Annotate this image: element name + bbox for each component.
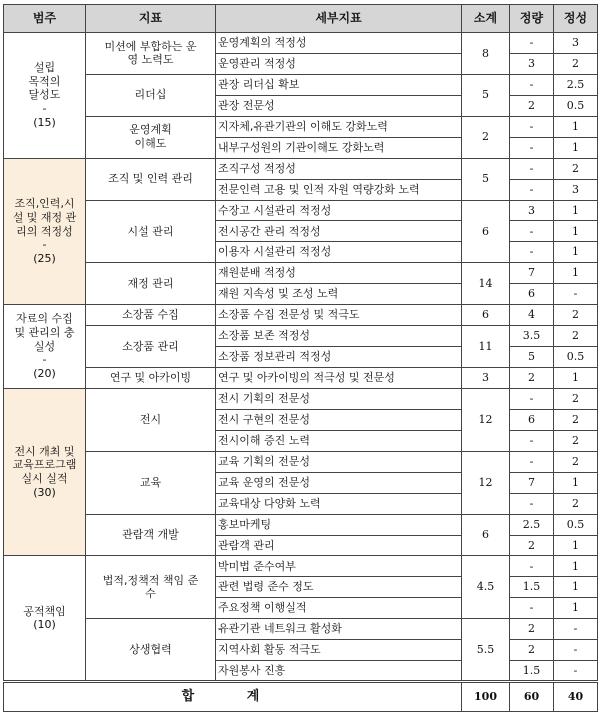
detail-cell: 주요정책 이행실적 [216, 598, 462, 619]
table-row [4, 263, 598, 284]
quant-cell: 1.5 [510, 577, 554, 598]
quant-cell: 3 [510, 53, 554, 74]
indicator-cell [86, 74, 216, 116]
detail-cell: 연구 및 아카이빙의 적극성 및 전문성 [216, 368, 462, 389]
table-row [4, 116, 598, 137]
detail-cell: 재원 지속성 및 조성 노력 [216, 284, 462, 305]
header-category: 범주 [4, 5, 86, 33]
indicator-line: 조직 및 인력 관리 [108, 172, 193, 186]
quant-cell: 2 [510, 619, 554, 640]
indicator-line: 관람객 개발 [122, 528, 179, 542]
qual-cell: 3 [554, 33, 598, 54]
qual-cell: 2 [554, 493, 598, 514]
qual-cell: 1 [554, 472, 598, 493]
subtotal-cell: 11 [462, 326, 510, 368]
indicator-cell [86, 368, 216, 389]
detail-cell: 소장품 보존 적정성 [216, 326, 462, 347]
subtotal-cell: 5 [462, 74, 510, 116]
detail-cell: 박미법 준수여부 [216, 556, 462, 577]
indicator-line: 전시 [139, 412, 162, 426]
quant-cell: 5 [510, 347, 554, 368]
detail-cell: 관장 전문성 [216, 95, 462, 116]
category-line: 설립 [33, 60, 56, 74]
indicator-line: 리더십 [134, 88, 167, 102]
detail-cell: 홍보마케팅 [216, 514, 462, 535]
qual-cell: 1 [554, 368, 598, 389]
category-cell [4, 33, 86, 159]
indicator-line: 소장품 수집 [122, 308, 179, 322]
qual-cell: 1 [554, 577, 598, 598]
category-line: 교육프로그램 [12, 458, 77, 472]
indicator-cell [86, 514, 216, 556]
quant-cell: - [510, 451, 554, 472]
qual-cell: - [554, 284, 598, 305]
detail-cell: 소장품 수집 전문성 및 적극도 [216, 305, 462, 326]
total-qual: 40 [554, 682, 598, 712]
total-subtotal: 100 [462, 682, 510, 712]
total-quant: 60 [510, 682, 554, 712]
qual-cell: 2 [554, 409, 598, 430]
indicator-cell [86, 388, 216, 451]
table-row [4, 158, 598, 179]
qual-cell: 2 [554, 451, 598, 472]
detail-cell: 전시 구현의 전문성 [216, 409, 462, 430]
indicator-line: 이해도 [134, 137, 167, 151]
header-qual: 정성 [554, 5, 598, 33]
header-indicator: 지표 [86, 5, 216, 33]
quant-cell: 1.5 [510, 661, 554, 682]
qual-cell: 1 [554, 137, 598, 158]
quant-cell: - [510, 158, 554, 179]
quant-cell: - [510, 116, 554, 137]
table-row [4, 388, 598, 409]
indicator-cell [86, 158, 216, 200]
category-line: 리의 적정성 [16, 224, 73, 238]
quant-cell: 6 [510, 284, 554, 305]
category-cell [4, 305, 86, 389]
quant-cell: - [510, 430, 554, 451]
quant-cell: 7 [510, 472, 554, 493]
detail-cell: 교육 기획의 전문성 [216, 451, 462, 472]
quant-cell: - [510, 221, 554, 242]
detail-cell: 교육대상 다양화 노력 [216, 493, 462, 514]
qual-cell: 2 [554, 326, 598, 347]
subtotal-cell: 12 [462, 451, 510, 514]
quant-cell: 2.5 [510, 514, 554, 535]
category-line: - [42, 353, 47, 367]
evaluation-table [3, 4, 598, 712]
subtotal-cell: 12 [462, 388, 510, 451]
qual-cell: 1 [554, 116, 598, 137]
quant-cell: - [510, 242, 554, 263]
category-line: (15) [33, 115, 56, 129]
indicator-cell [86, 116, 216, 158]
detail-cell: 지자체,유관기관의 이해도 강화노력 [216, 116, 462, 137]
quant-cell: 6 [510, 409, 554, 430]
qual-cell: 1 [554, 200, 598, 221]
quant-cell: 7 [510, 263, 554, 284]
category-line: 달성도 [28, 88, 61, 102]
indicator-cell [86, 200, 216, 263]
quant-cell: - [510, 388, 554, 409]
indicator-cell [86, 556, 216, 619]
category-line: 공적책임 [23, 604, 66, 618]
qual-cell: 2 [554, 305, 598, 326]
detail-cell: 운영계획의 적정성 [216, 33, 462, 54]
category-line: 전시 개최 및 [14, 444, 75, 458]
category-line: 및 관리의 충 [14, 325, 75, 339]
indicator-line: 재정 관리 [127, 276, 174, 290]
quant-cell: - [510, 74, 554, 95]
indicator-line: 영 노력도 [127, 53, 174, 67]
detail-cell: 내부구성원의 기관이해도 강화노력 [216, 137, 462, 158]
indicator-line: 미션에 부합하는 운 [104, 39, 197, 53]
category-line: - [42, 102, 47, 116]
indicator-line: 교육 [139, 475, 162, 489]
subtotal-cell: 5.5 [462, 619, 510, 682]
qual-cell: 2 [554, 388, 598, 409]
detail-cell: 전시이해 증진 노력 [216, 430, 462, 451]
detail-cell: 전시 기획의 전문성 [216, 388, 462, 409]
indicator-cell [86, 451, 216, 514]
category-line: 조직,인력,시 [14, 197, 75, 211]
quant-cell: - [510, 493, 554, 514]
qual-cell: 1 [554, 556, 598, 577]
detail-cell: 이용자 시설관리 적정성 [216, 242, 462, 263]
table-row [4, 74, 598, 95]
qual-cell: 1 [554, 598, 598, 619]
indicator-cell [86, 619, 216, 682]
subtotal-cell: 6 [462, 305, 510, 326]
table-row [4, 326, 598, 347]
indicator-cell [86, 326, 216, 368]
table-row [4, 556, 598, 577]
qual-cell: 0.5 [554, 514, 598, 535]
subtotal-cell: 2 [462, 116, 510, 158]
table-body [4, 33, 598, 682]
detail-cell: 소장품 정보관리 적정성 [216, 347, 462, 368]
category-line: (30) [33, 485, 56, 499]
indicator-line: 수 [145, 587, 156, 601]
table-row [4, 305, 598, 326]
table-row [4, 619, 598, 640]
indicator-line: 법적,정책적 책임 준 [102, 573, 199, 587]
indicator-line: 상생협력 [129, 642, 172, 656]
qual-cell: 0.5 [554, 95, 598, 116]
qual-cell: 2 [554, 430, 598, 451]
detail-cell: 운영관리 적정성 [216, 53, 462, 74]
quant-cell: - [510, 33, 554, 54]
qual-cell: 2 [554, 158, 598, 179]
qual-cell: 1 [554, 221, 598, 242]
quant-cell: 2 [510, 640, 554, 661]
detail-cell: 관련 법령 준수 정도 [216, 577, 462, 598]
quant-cell: 2 [510, 535, 554, 556]
subtotal-cell: 14 [462, 263, 510, 305]
table-row [4, 451, 598, 472]
detail-cell: 전시공간 관리 적정성 [216, 221, 462, 242]
indicator-line: 소장품 관리 [122, 339, 179, 353]
qual-cell: 2 [554, 53, 598, 74]
quant-cell: 3.5 [510, 326, 554, 347]
subtotal-cell: 6 [462, 200, 510, 263]
category-cell [4, 556, 86, 682]
quant-cell: - [510, 556, 554, 577]
category-line: 자료의 수집 [16, 312, 73, 326]
detail-cell: 수장고 시설관리 적정성 [216, 200, 462, 221]
indicator-line: 시설 관리 [127, 224, 174, 238]
qual-cell: - [554, 661, 598, 682]
qual-cell: - [554, 640, 598, 661]
subtotal-cell: 5 [462, 158, 510, 200]
total-row [4, 682, 598, 712]
category-line: - [42, 238, 47, 252]
header-quant: 정량 [510, 5, 554, 33]
table-row [4, 33, 598, 54]
table-row [4, 514, 598, 535]
qual-cell: 1 [554, 535, 598, 556]
detail-cell: 조직구성 적정성 [216, 158, 462, 179]
detail-cell: 재원분배 적정성 [216, 263, 462, 284]
qual-cell: 1 [554, 263, 598, 284]
detail-cell: 전문인력 고용 및 인적 자원 역량강화 노력 [216, 179, 462, 200]
detail-cell: 자원봉사 진흥 [216, 661, 462, 682]
subtotal-cell: 6 [462, 514, 510, 556]
subtotal-cell: 8 [462, 33, 510, 75]
indicator-cell [86, 305, 216, 326]
table-row [4, 368, 598, 389]
subtotal-cell: 3 [462, 368, 510, 389]
detail-cell: 유관기관 네트워크 활성화 [216, 619, 462, 640]
category-line: (20) [33, 367, 56, 381]
category-line: 실성 [33, 339, 56, 353]
header-subtotal: 소계 [462, 5, 510, 33]
indicator-cell [86, 263, 216, 305]
qual-cell: 2.5 [554, 74, 598, 95]
quant-cell: - [510, 179, 554, 200]
category-cell [4, 158, 86, 305]
category-line: 실시 실적 [21, 472, 68, 486]
indicator-line: 연구 및 아카이빙 [109, 371, 192, 385]
total-label: 합 계 [4, 682, 462, 712]
qual-cell: 1 [554, 242, 598, 263]
indicator-line: 운영계획 [129, 123, 172, 137]
quant-cell: 4 [510, 305, 554, 326]
category-line: 목적의 [28, 74, 61, 88]
detail-cell: 관람객 관리 [216, 535, 462, 556]
detail-cell: 지역사회 활동 적극도 [216, 640, 462, 661]
quant-cell: - [510, 137, 554, 158]
category-line: (25) [33, 252, 56, 266]
header-detail: 세부지표 [216, 5, 462, 33]
quant-cell: 3 [510, 200, 554, 221]
detail-cell: 교육 운영의 전문성 [216, 472, 462, 493]
category-line: (10) [33, 618, 56, 632]
qual-cell: 0.5 [554, 347, 598, 368]
detail-cell: 관장 리더십 확보 [216, 74, 462, 95]
quant-cell: - [510, 598, 554, 619]
header-row [4, 5, 598, 33]
qual-cell: - [554, 619, 598, 640]
qual-cell: 3 [554, 179, 598, 200]
quant-cell: 2 [510, 368, 554, 389]
subtotal-cell: 4.5 [462, 556, 510, 619]
indicator-cell [86, 33, 216, 75]
category-cell [4, 388, 86, 556]
category-line: 설 및 재정 관 [12, 210, 77, 224]
quant-cell: 2 [510, 95, 554, 116]
table-row [4, 200, 598, 221]
